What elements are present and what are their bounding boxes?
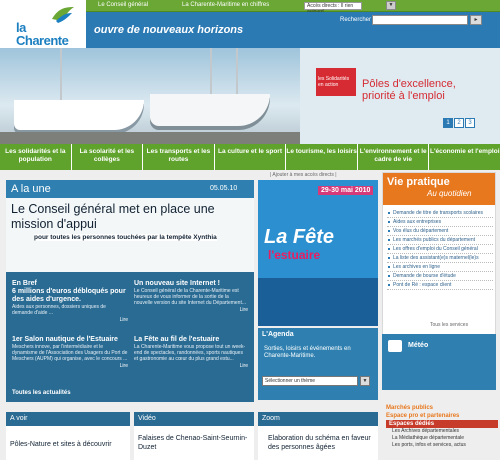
vie-pratique-title: Vie pratique (387, 176, 450, 188)
acces-directs-select[interactable]: Accès directs : Il rien (304, 2, 362, 10)
fete-title: La Fête (264, 226, 335, 248)
list-item[interactable]: Demande de bourse d'étude (387, 272, 493, 281)
fete-date: 29-30 mai 2010 (318, 186, 373, 195)
search-input[interactable] (372, 15, 468, 25)
nav-economie[interactable]: L'économie et l'emploi (429, 148, 500, 155)
slogan: ouvre de nouveaux horizons (94, 24, 244, 36)
meteo-title: Météo (408, 342, 429, 349)
acces-directs-button[interactable]: ▼ (386, 1, 396, 10)
pager-page-2[interactable]: 2 (454, 118, 464, 128)
all-services-link[interactable]: Tous les services (430, 322, 469, 328)
news-item[interactable]: Un nouveau site Internet ! Le Conseil général de la Charente-Maritime est heureux de vous informer de la sortie de la nouvelle version du site Internet du Département... Lire (134, 280, 248, 313)
espaces-dedies-header: Espaces dédiés (386, 420, 498, 428)
banner-pager (442, 118, 475, 128)
fete-estuaire-poster[interactable] (258, 180, 378, 326)
nav-scolarite[interactable]: La scolarité et les collèges (72, 144, 144, 170)
headline-sub: pour toutes les personnes touchées par la tempête Xynthia (34, 234, 217, 241)
marches-publics-link[interactable]: Marchés publics (386, 405, 434, 411)
bird-logo-icon (50, 5, 76, 25)
nav-tourisme[interactable]: Le tourisme, les loisirs (286, 144, 358, 170)
vie-pratique-list (387, 209, 493, 290)
agenda-title: L'Agenda (262, 331, 294, 338)
banner-caption[interactable]: Pôles d'excellence, priorité à l'emploi (362, 78, 456, 102)
espace-pro-link[interactable]: Espace pro et partenaires (386, 413, 460, 419)
list-item[interactable]: Les offres d'emploi du Conseil général (387, 245, 493, 254)
read-more-link[interactable]: Lire (119, 317, 128, 323)
a-la-une-date: 05.05.10 (210, 185, 238, 192)
nav-culture[interactable]: La culture et le sport (215, 144, 287, 170)
headline[interactable]: Le Conseil général met en place une mission d'appui (11, 202, 215, 231)
pager-page-1[interactable]: 1 (443, 118, 453, 128)
logo-line-2: Charente (16, 33, 69, 48)
video-card[interactable] (134, 412, 254, 460)
all-news-link[interactable]: Toutes les actualités (12, 390, 71, 396)
ports-link[interactable]: Les ports, infos et services, actus (392, 442, 466, 448)
vie-pratique-subtitle: Au quotidien (427, 189, 472, 198)
list-item[interactable]: Les archives en ligne (387, 263, 493, 272)
mediatheque-link[interactable]: La Médiathèque départementale (392, 435, 464, 441)
top-bar (86, 0, 500, 12)
meteo-panel[interactable] (382, 334, 496, 390)
banner-photo (0, 48, 300, 144)
zoom-title: Zoom (258, 412, 378, 426)
search-button[interactable]: ▸ (470, 15, 482, 25)
a-la-une-header (6, 180, 254, 198)
list-item[interactable]: Vos élus du département (387, 227, 493, 236)
logo-line-1: la (16, 20, 26, 35)
news-item[interactable]: La Fête au fil de l'estuaire La Charente-Maritime vous propose tout un week-end de spectacles, randonnées, sports nautiques et gastronomie au cœur du plus grand estu... Lire (134, 336, 248, 369)
read-more-link[interactable]: Lire (239, 307, 248, 313)
list-item[interactable]: Les marchés publics du département (387, 236, 493, 245)
read-more-link[interactable]: Lire (239, 363, 248, 369)
solidarites-logo: les Solidarités en action (316, 68, 356, 96)
video-title: Vidéo (134, 412, 254, 426)
vie-pratique-header (383, 173, 495, 205)
nav-transports[interactable]: Les transports et les routes (143, 144, 215, 170)
list-item[interactable]: La liste des assistant(e)s maternel(le)s (387, 254, 493, 263)
news-item[interactable]: En Bref 6 millions d'euros débloqués pour des aides d'urgence. Aides aux personnes, dossiers uniques de demande d'aide ... Lire (12, 280, 128, 323)
quick-links (386, 404, 498, 449)
list-item[interactable]: Pont de Ré : espace client (387, 281, 493, 290)
banner-slideshow[interactable] (0, 48, 500, 144)
nav-solidarites[interactable]: Les solidarités et la population (0, 144, 72, 170)
weather-icon (388, 340, 402, 352)
news-item[interactable]: 1er Salon nautique de l'Estuaire Meschers innove, par l'intermédiaire et le dynamisme de l'Association des Usagers du Port de Meschers (AUPM) qui organise, avec le concours ... Lire (12, 336, 128, 369)
fete-subtitle: l'estuaire (268, 248, 321, 262)
header-strip (86, 12, 500, 48)
main-nav (0, 144, 500, 170)
theme-select[interactable]: Sélectionner un thème (262, 376, 358, 386)
a-la-une-panel (6, 180, 254, 402)
zoom-card[interactable] (258, 412, 378, 460)
conseil-general-link[interactable]: Le Conseil général (98, 2, 149, 8)
list-item[interactable]: Demande de titre de transports scolaires (387, 209, 493, 218)
read-more-link[interactable]: Lire (119, 363, 128, 369)
a-voir-title: A voir (6, 412, 130, 426)
nav-environnement[interactable]: L'environnement et le cadre de vie (358, 144, 430, 170)
theme-select-button[interactable]: ▼ (360, 376, 370, 386)
a-la-une-title: A la une (11, 183, 51, 195)
zoom-text[interactable]: Elaboration du schéma en faveur des personnes âgées (268, 435, 371, 451)
video-text[interactable]: Falaises de Chenao-Saint-Seurnin-Duzet (138, 435, 248, 451)
search-label: Rechercher (340, 17, 372, 23)
poster-illustration (258, 278, 378, 326)
agenda-text[interactable]: Sorties, loisirs et événements en Charente-Maritime. (264, 346, 351, 359)
agenda-panel (258, 328, 378, 400)
chiffres-link[interactable]: La Charente-Maritime en chiffres (182, 2, 270, 8)
add-direct-access-link[interactable]: | Ajouter à mes accès directs | (270, 172, 337, 178)
a-voir-card[interactable] (6, 412, 130, 460)
archives-link[interactable]: Les Archives départementales (392, 428, 459, 434)
a-voir-text[interactable]: Pôles-Nature et sites à découvrir (10, 441, 112, 448)
list-item[interactable]: Aides aux entreprises (387, 218, 493, 227)
pager-page-3[interactable]: 3 (465, 118, 475, 128)
